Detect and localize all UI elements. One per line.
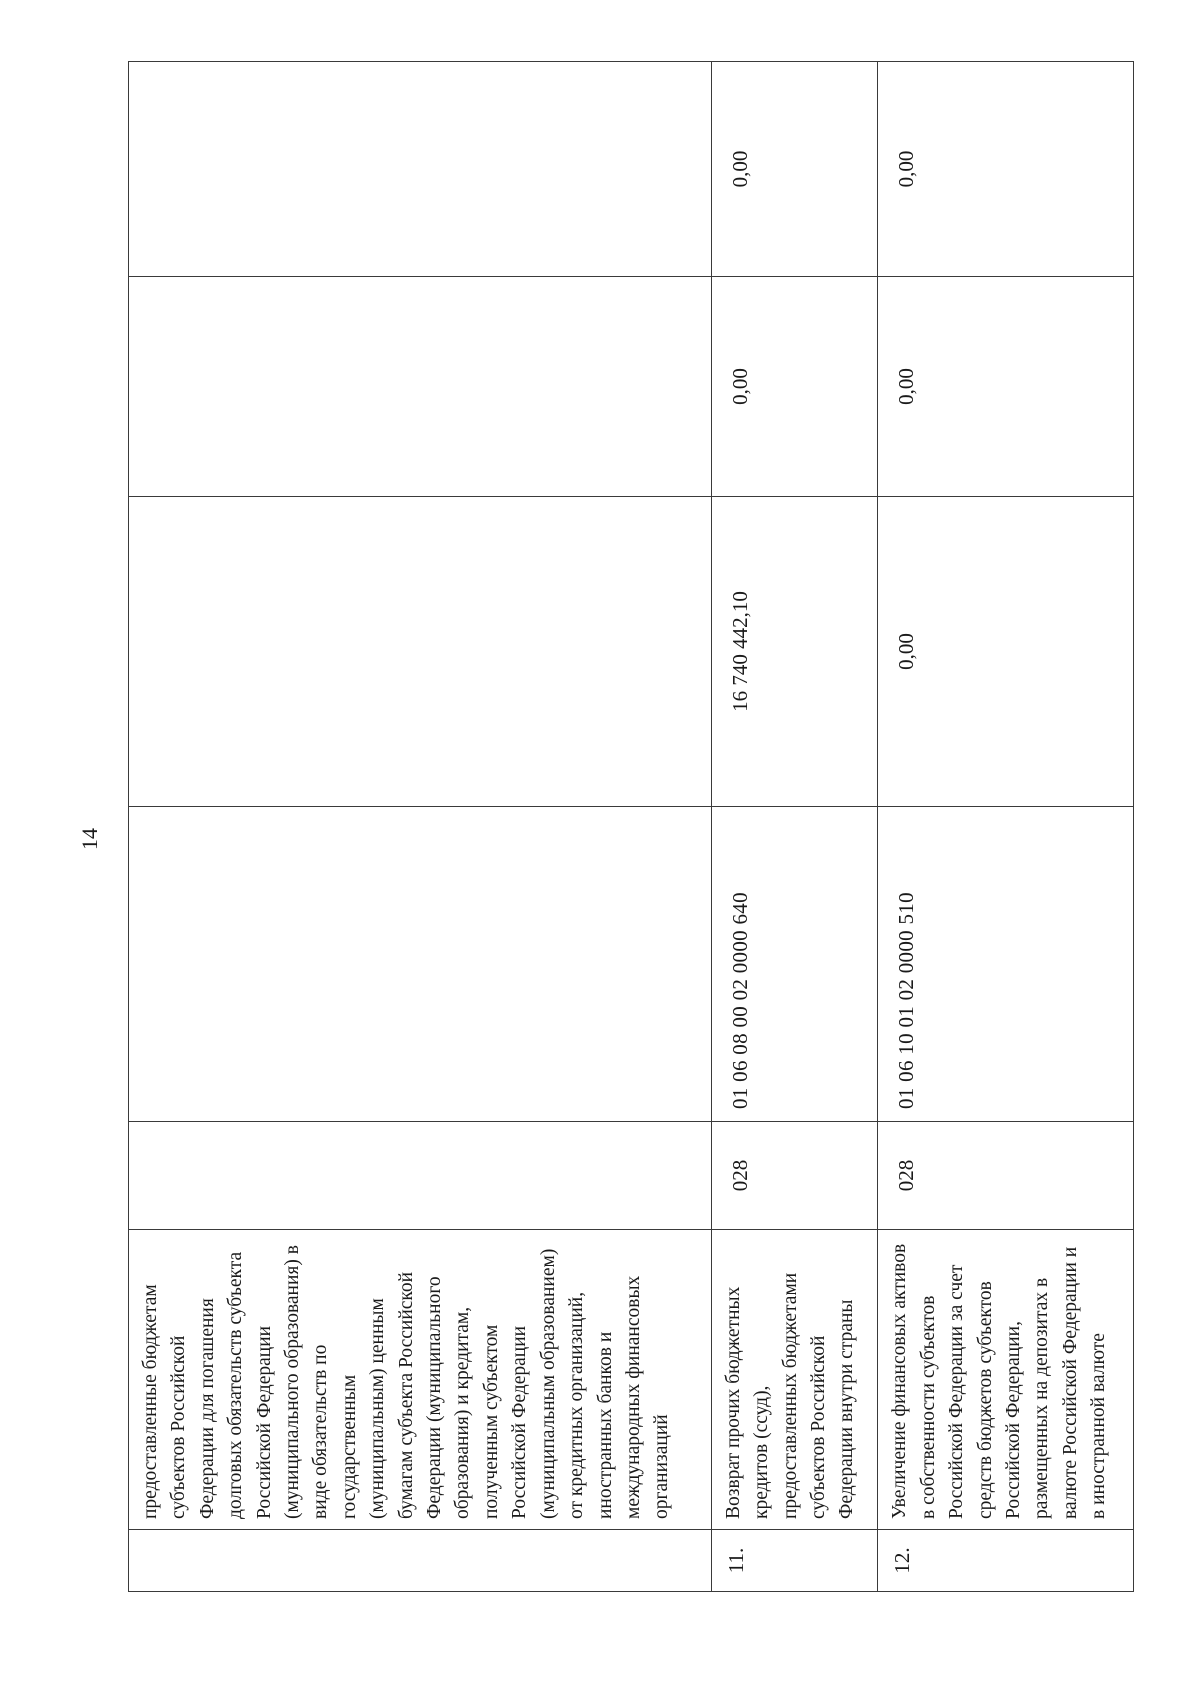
value-1: 16 740 442,10	[727, 591, 752, 712]
value-1-cell	[878, 497, 1134, 807]
description: Возврат прочих бюджетных кредитов (ссуд), предоставленных бюджетами субъектов Российской Федерации внутри страны	[722, 1272, 858, 1519]
value-1-cell	[711, 497, 877, 807]
table-row	[711, 62, 877, 1592]
value-2: 0,00	[894, 368, 919, 405]
value-3-cell	[129, 62, 712, 277]
value-2-cell	[129, 277, 712, 497]
budget-code-cell	[129, 807, 712, 1122]
value-3: 0,00	[727, 150, 752, 188]
budget-table	[128, 61, 1134, 1592]
description: Увеличение финансовых активов в собственности субъектов Российской Федерации за счет средств бюджетов субъектов Российской Федерации, размещенных на депозитах в валюте Российской Федерации и в иностранной валюте	[889, 1243, 1110, 1519]
index: 11.	[723, 1547, 748, 1574]
page-number: 14	[77, 828, 102, 850]
index-cell	[878, 1530, 1134, 1592]
admin-code: 028	[894, 1159, 919, 1192]
index-cell	[129, 1530, 712, 1592]
admin-code: 028	[727, 1159, 752, 1192]
document-table	[128, 62, 1134, 1592]
rotated-table-frame	[128, 62, 1134, 1592]
admin-code-cell	[711, 1122, 877, 1230]
budget-code: 01 06 08 00 02 0000 640	[727, 892, 752, 1109]
description-cell	[129, 1230, 712, 1530]
description: предоставленные бюджетам субъектов Российской Федерации для погашения долговых обязательств субъекта Российской Федерации (муниципального образования) в виде обязательств по государственным (муниципальным) ценным бумагам субъекта Российской Федерации (муниципального образования) и кредитам, полученным субъектом Российской Федерации (муниципальным образованием) от кредитных организаций, иностранных банков и международных финансовых организаций	[140, 1245, 673, 1519]
index-cell	[711, 1530, 877, 1592]
description-cell	[878, 1230, 1134, 1530]
value-2-cell	[711, 277, 877, 497]
index: 12.	[890, 1547, 915, 1574]
value-1: 0,00	[894, 633, 919, 670]
budget-code-cell	[711, 807, 877, 1122]
value-1-cell	[129, 497, 712, 807]
value-2: 0,00	[727, 368, 752, 405]
value-3-cell	[878, 62, 1134, 277]
value-2-cell	[878, 277, 1134, 497]
admin-code-cell	[129, 1122, 712, 1230]
budget-code-cell	[878, 807, 1134, 1122]
value-3: 0,00	[894, 150, 919, 188]
description-cell	[711, 1230, 877, 1530]
budget-code: 01 06 10 01 02 0000 510	[894, 892, 919, 1109]
table-row	[878, 62, 1134, 1592]
table-row	[129, 62, 712, 1592]
admin-code-cell	[878, 1122, 1134, 1230]
value-3-cell	[711, 62, 877, 277]
